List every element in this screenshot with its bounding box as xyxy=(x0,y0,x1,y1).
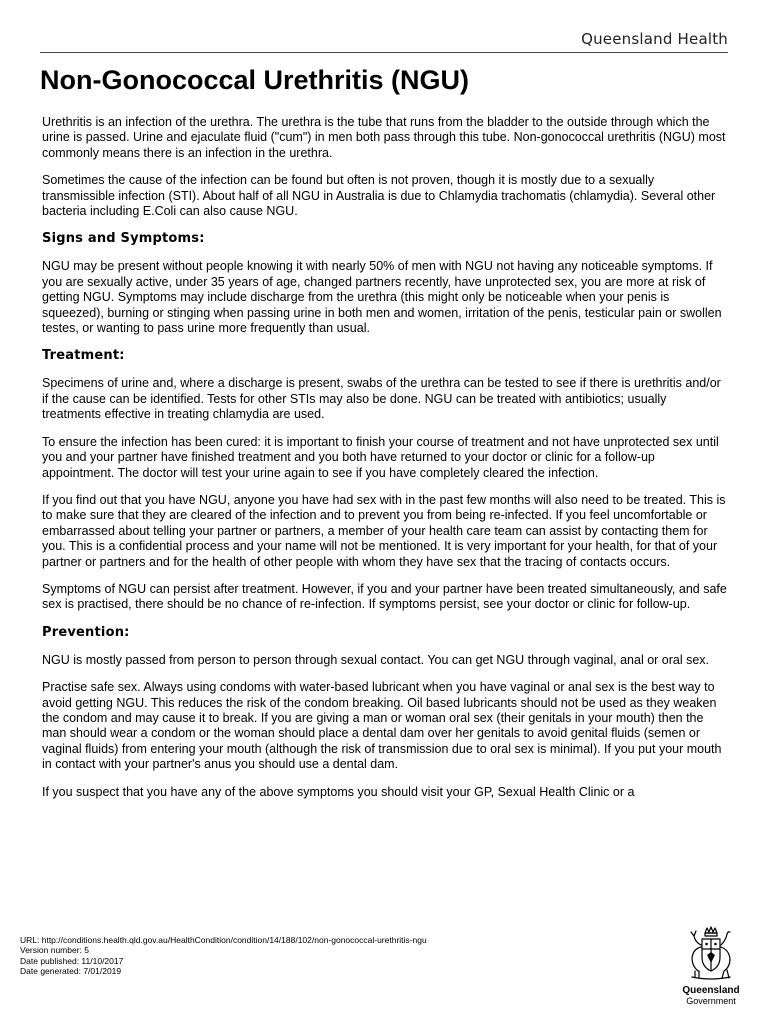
intro-paragraph-2: Sometimes the cause of the infection can be found but often is not proven, though it is mostly due to a sexually transmissible infection (STI). About half of all NGU in Australia is due to Chlamydia trachomatis (chlamydia). Several other bacteria including E.Coli can also cause NGU. xyxy=(42,173,716,219)
signs-paragraph-1: NGU may be present without people knowing it with nearly 50% of men with NGU not having any noticeable symptoms. If you are sexually active, under 35 years of age, changed partners recently, have unprotected sex, you are more at risk of getting NGU. Symptoms may include discharge from the urethra (this might only be noticeable when your penis is squeezed), burning or stinging when passing urine in both men and women, irritation of the penis, testicular pain or swollen testes, or wanting to pass urine more frequently than usual. xyxy=(42,259,722,336)
signs-heading: Signs and Symptoms: xyxy=(42,231,205,247)
logo-line-2: Government xyxy=(686,996,736,1006)
intro-paragraph-1: Urethritis is an infection of the urethra. The urethra is the tube that runs from the bladder to the outside through which the urine is passed. Urine and ejaculate fluid ("cum") in men both pass through this tube. Non-gonococcal urethritis (NGU) most commonly means there is an infection in the urethra. xyxy=(42,115,726,160)
prevention-paragraph-3: If you suspect that you have any of the above symptoms you should visit your GP, Sexual Health Clinic or a xyxy=(42,784,635,799)
treatment-paragraph-4: Symptoms of NGU can persist after treatment. However, if you and your partner have been treated simultaneously, and safe sex is practised, there should be no chance of re-infection. If symptoms persist, see your doctor or clinic for follow-up. xyxy=(42,581,727,612)
treatment-heading: Treatment: xyxy=(42,348,125,364)
prevention-paragraph-2: Practise safe sex. Always using condoms with water-based lubricant when you have vaginal or anal sex is the best way to avoid getting NGU. This reduces the risk of the condom breaking. Oil based lubricants should not be used as they weaken the condom and may cause it to break. If you are giving a man or woman oral sex (their genitals in your mouth) then the man should wear a condom or the woman should place a dental dam over her genitals to avoid genital fluids (semen or vaginal fluids) from entering your mouth (although the risk of transmission due to oral sex is minimal). If you put your mouth in contact with your partner's anus you should use a dental dam. xyxy=(42,680,722,772)
queensland-government-crest-icon xyxy=(686,925,736,981)
treatment-paragraph-1: Specimens of urine and, where a discharge is present, swabs of the urethra can be tested to see if there is urethritis and/or if the cause can be identified. Tests for other STIs may also be done. NGU can be treated with antibiotics; usually treatments effective in treating chlamydia are used. xyxy=(42,376,721,422)
prevention-heading: Prevention: xyxy=(42,624,130,640)
page-header xyxy=(0,30,768,54)
queensland-government-logo xyxy=(676,985,746,1006)
treatment-paragraph-3: If you find out that you have NGU, anyone you have had sex with in the past few months will also need to be treated. This is to make sure that they are cleared of the infection and to prevent you from being re-infected. If you feel uncomfortable or embarrassed about telling your partner or partners, a member of your health care team can assist by contacting them for you. This is a confidential process and your name will not be mentioned. It is very important for your health, for that of your partner or partners and for the health of other people with whom they have sex that the tracing of contacts occurs. xyxy=(42,492,726,569)
footer-date-published: Date published: 11/10/2017 xyxy=(20,955,124,966)
footer-date-generated: Date generated: 7/01/2019 xyxy=(20,966,122,977)
header-brand: Queensland Health xyxy=(581,30,728,48)
prevention-paragraph-1: NGU is mostly passed from person to person through sexual contact. You can get NGU through vaginal, anal or oral sex. xyxy=(42,652,710,667)
document-body xyxy=(42,115,728,812)
footer-version: Version number: 5 xyxy=(20,945,89,956)
logo-line-1: Queensland xyxy=(682,985,740,996)
page-footer xyxy=(20,935,520,977)
header-divider xyxy=(40,52,728,53)
page-title: Non-Gonococcal Urethritis (NGU) xyxy=(40,65,470,95)
treatment-paragraph-2: To ensure the infection has been cured: it is important to finish your course of treatment and not have unprotected sex until you and your partner have finished treatment and you both have returned to your doctor or clinic for a follow-up appointment. The doctor will test your urine again to see if you have completely cleared the infection. xyxy=(42,434,719,480)
footer-url: URL: http://conditions.health.qld.gov.au/HealthCondition/condition/14/188/102/non-gonococcal-urethritis-ngu xyxy=(20,935,427,945)
